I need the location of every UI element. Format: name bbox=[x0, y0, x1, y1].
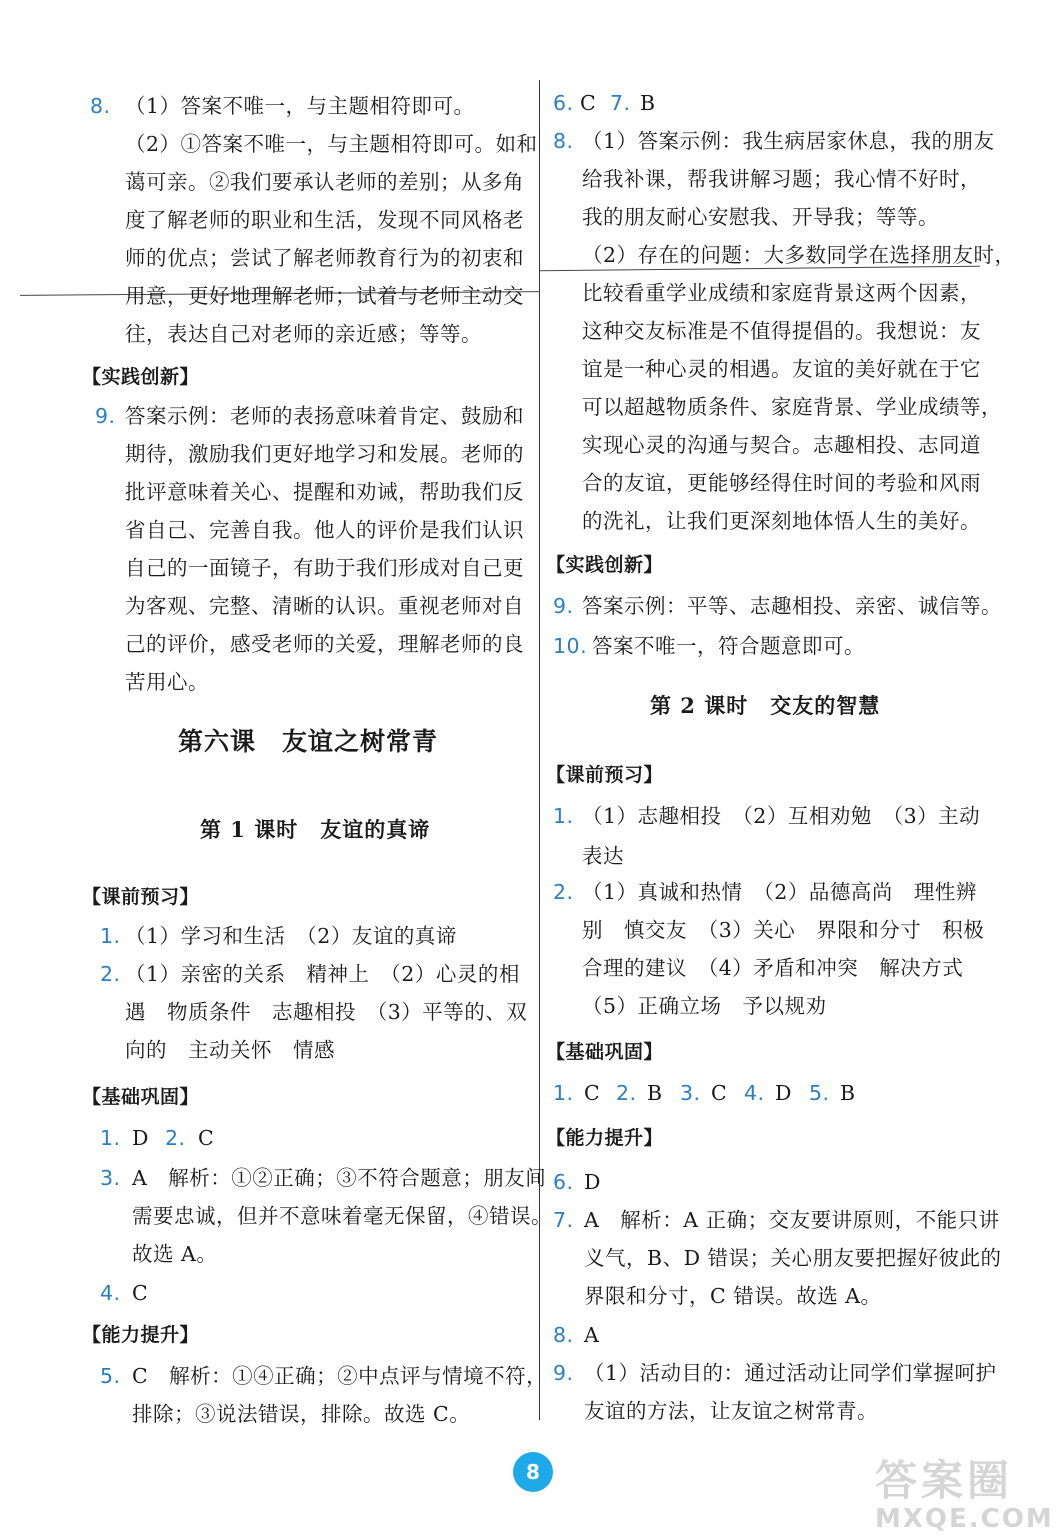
question-number: 1. bbox=[553, 1081, 574, 1105]
watermark-text: 答案圈 bbox=[875, 1456, 1014, 1505]
section-heading: 【能力提升】 bbox=[546, 1127, 664, 1149]
answer-line: 比较看重学业成绩和家庭背景这两个因素， bbox=[582, 281, 981, 305]
answer-line: （1）活动目的：通过活动让同学们掌握呵护 bbox=[584, 1361, 997, 1385]
section-heading: 【课前预习】 bbox=[546, 764, 664, 786]
period-title: 第 2 课时 交友的智慧 bbox=[650, 693, 881, 718]
question-number: 5. bbox=[809, 1081, 830, 1105]
answer-value: D bbox=[775, 1081, 792, 1105]
question-number: 5. bbox=[100, 1364, 121, 1388]
watermark-url: MXQE.COM bbox=[875, 1504, 1054, 1534]
question-number: 6. bbox=[553, 1170, 574, 1194]
answer-line: 师的优点；尝试了解老师教育行为的初衷和 bbox=[125, 246, 524, 270]
question-number: 1. bbox=[100, 924, 121, 948]
answer-line: 排除；③说法错误，排除。故选 C。 bbox=[132, 1402, 471, 1426]
page-number-badge: 8 bbox=[513, 1452, 553, 1492]
answer-line: 别 慎交友 （3）关心 界限和分寸 积极 bbox=[582, 918, 985, 942]
question-number: 8. bbox=[553, 129, 574, 153]
answer-line: 向的 主动关怀 情感 bbox=[125, 1038, 335, 1062]
period-title: 第 1 课时 友谊的真谛 bbox=[200, 817, 431, 842]
answer-line: （2）①答案不唯一，与主题相符即可。如和 bbox=[125, 132, 538, 156]
answer-line: 遇 物质条件 志趣相投 （3）平等的、双 bbox=[125, 1000, 528, 1024]
answer-line: 谊是一种心灵的相遇。友谊的美好就在于它 bbox=[582, 357, 981, 381]
answer-line: 期待，激励我们更好地学习和发展。老师的 bbox=[125, 442, 524, 466]
answer-line: 表达 bbox=[582, 844, 624, 868]
question-number: 8. bbox=[553, 1323, 574, 1347]
answer-value: C bbox=[132, 1281, 149, 1305]
question-number: 2. bbox=[100, 962, 121, 986]
answer-value: B bbox=[840, 1081, 856, 1105]
answer-line: 合理的建议 （4）矛盾和冲突 解决方式 bbox=[582, 956, 964, 980]
answer-line: 故选 A。 bbox=[132, 1242, 218, 1266]
answer-line: 蔼可亲。②我们要承认老师的差别；从多角 bbox=[125, 170, 524, 194]
question-number: 1. bbox=[553, 804, 574, 828]
section-heading: 【基础巩固】 bbox=[546, 1041, 664, 1063]
answer-line: （1）真诚和热情 （2）品德高尚 理性辨 bbox=[582, 880, 977, 904]
answer-line: 省自己、完善自我。他人的评价是我们认识 bbox=[125, 518, 524, 542]
question-number: 2. bbox=[616, 1081, 637, 1105]
answer-line: （1）亲密的关系 精神上 （2）心灵的相 bbox=[125, 962, 520, 986]
section-heading: 【实践创新】 bbox=[546, 554, 664, 576]
answer-line: C 解析：①④正确；②中点评与情境不符， bbox=[132, 1364, 548, 1388]
answer-line: 批评意味着关心、提醒和劝诫，帮助我们反 bbox=[125, 480, 524, 504]
answer-value: C bbox=[711, 1081, 728, 1105]
answer-line: （1）答案不唯一，与主题相符即可。 bbox=[125, 94, 475, 118]
question-number: 7. bbox=[610, 91, 631, 115]
answer-line: 为客观、完整、清晰的认识。重视老师对自 bbox=[125, 594, 524, 618]
section-heading: 【基础巩固】 bbox=[82, 1086, 200, 1108]
answer-line: 需要忠诚，但并不意味着毫无保留，④错误。 bbox=[132, 1204, 552, 1228]
answer-line: 苦用心。 bbox=[125, 670, 209, 694]
section-heading: 【能力提升】 bbox=[82, 1324, 200, 1346]
watermark-logo bbox=[875, 1448, 1054, 1534]
question-number: 8. bbox=[90, 94, 111, 118]
answer-line: 可以超越物质条件、家庭背景、学业成绩等， bbox=[582, 395, 1002, 419]
question-number: 9. bbox=[95, 404, 116, 428]
question-number: 3. bbox=[100, 1166, 121, 1190]
answer-line: 我的朋友耐心安慰我、开导我；等等。 bbox=[582, 205, 939, 229]
answer-value: D bbox=[132, 1126, 149, 1150]
answer-line: 往，表达自己对老师的亲近感；等等。 bbox=[125, 322, 482, 346]
answer-value: D bbox=[584, 1170, 601, 1194]
answer-line: （5）正确立场 予以规劝 bbox=[582, 994, 827, 1018]
answer-value: B bbox=[647, 1081, 663, 1105]
answer-line: 实现心灵的沟通与契合。志趣相投、志同道 bbox=[582, 433, 981, 457]
section-heading: 【实践创新】 bbox=[82, 366, 200, 388]
answer-line: 度了解老师的职业和生活，发现不同风格老 bbox=[125, 208, 524, 232]
question-number: 1. bbox=[100, 1126, 121, 1150]
answer-line: 的洗礼，让我们更深刻地体悟人生的美好。 bbox=[582, 509, 981, 533]
answer-line: 界限和分寸，C 错误。故选 A。 bbox=[584, 1284, 882, 1308]
answer-line: 义气，B、D 错误；关心朋友要把握好彼此的 bbox=[584, 1246, 1002, 1270]
question-number: 7. bbox=[553, 1208, 574, 1232]
answer-value: C bbox=[198, 1126, 215, 1150]
question-number: 10. bbox=[553, 634, 588, 658]
question-number: 6. bbox=[553, 91, 574, 115]
question-number: 9. bbox=[553, 1361, 574, 1385]
section-heading: 【课前预习】 bbox=[82, 886, 200, 908]
answer-value: C bbox=[580, 91, 597, 115]
answer-value: A bbox=[584, 1323, 600, 1347]
answer-line: A 解析：A 正确；交友要讲原则，不能只讲 bbox=[584, 1208, 1000, 1232]
answer-line: 这种交友标准是不值得提倡的。我想说：友 bbox=[582, 319, 981, 343]
answer-line: （2）存在的问题：大多数同学在选择朋友时， bbox=[582, 243, 1016, 267]
question-number: 2. bbox=[553, 880, 574, 904]
answer-value: C bbox=[584, 1081, 601, 1105]
answer-line: 己的评价，感受老师的关爱，理解老师的良 bbox=[125, 632, 524, 656]
answer-line: （1）答案示例：我生病居家休息，我的朋友 bbox=[582, 129, 995, 153]
answer-line: 自己的一面镜子，有助于我们形成对自己更 bbox=[125, 556, 524, 580]
answer-line: A 解析：①②正确；③不符合题意；朋友间 bbox=[132, 1166, 547, 1190]
question-number: 4. bbox=[100, 1281, 121, 1305]
lesson-title: 第六课 友谊之树常青 bbox=[178, 727, 439, 756]
question-number: 2. bbox=[165, 1126, 186, 1150]
question-number: 3. bbox=[680, 1081, 701, 1105]
question-number: 9. bbox=[553, 594, 574, 618]
answer-line: （1）学习和生活 （2）友谊的真谛 bbox=[125, 924, 457, 948]
answer-line: 用意，更好地理解老师；试着与老师主动交 bbox=[125, 284, 524, 308]
answer-line: 答案示例：平等、志趣相投、亲密、诚信等。 bbox=[582, 594, 1002, 618]
answer-value: B bbox=[640, 91, 656, 115]
answer-line: 答案示例：老师的表扬意味着肯定、鼓励和 bbox=[125, 404, 524, 428]
answer-line: 合的友谊，更能够经得住时间的考验和风雨 bbox=[582, 471, 981, 495]
answer-line: （1）志趣相投 （2）互相劝勉 （3）主动 bbox=[582, 804, 981, 828]
question-number: 4. bbox=[744, 1081, 765, 1105]
answer-line: 答案不唯一，符合题意即可。 bbox=[592, 634, 865, 658]
answer-line: 给我补课，帮我讲解习题；我心情不好时， bbox=[582, 167, 981, 191]
answer-line: 友谊的方法，让友谊之树常青。 bbox=[584, 1399, 878, 1423]
